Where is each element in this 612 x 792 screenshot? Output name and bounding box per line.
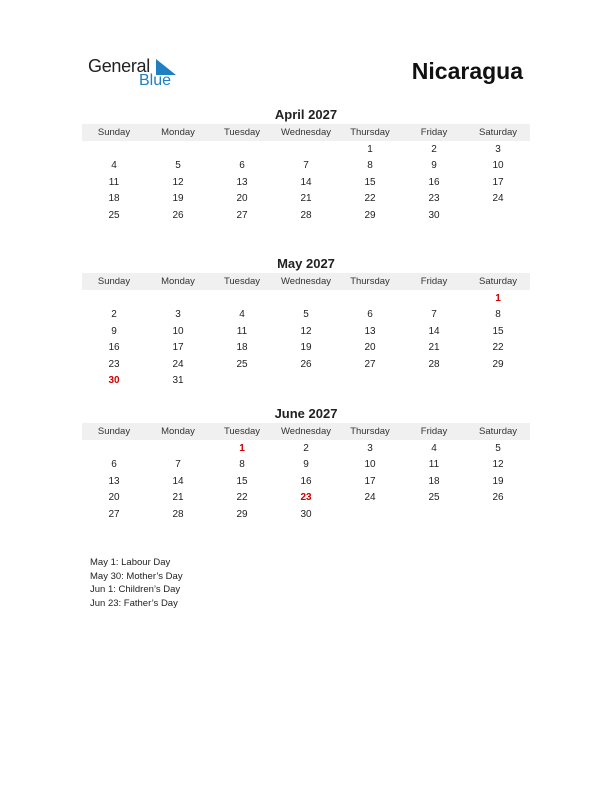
day-cell: 29 [492,358,504,370]
day-cell: 6 [239,160,245,172]
day-cell: 24 [364,492,376,504]
week-row [82,290,530,307]
day-cell: 29 [364,209,376,221]
day-cell: 5 [303,309,309,321]
day-cell: 17 [364,475,376,487]
day-cell: 11 [428,459,440,471]
day-cell: 14 [300,176,312,188]
day-cell: 28 [428,358,440,370]
holiday-list-item: Jun 1: Children’s Day [90,584,181,595]
holiday-list-item: May 1: Labour Day [90,557,171,568]
day-cell: 13 [364,325,376,337]
day-cell: 6 [367,309,373,321]
day-cell: 13 [108,475,120,487]
week-row [82,440,530,457]
holiday-day-cell: 1 [495,292,501,304]
weekday-header-row [82,423,530,440]
day-cell: 19 [172,193,184,205]
day-cell: 17 [172,342,184,354]
holiday-day-cell: 30 [108,375,120,387]
weekday-label: Thursday [350,276,390,287]
logo [88,56,188,92]
month-title: May 2027 [277,256,335,271]
weekday-label: Friday [420,127,448,138]
weekday-label: Sunday [97,426,131,437]
day-cell: 25 [236,358,248,370]
day-cell: 27 [108,508,120,520]
day-cell: 5 [495,442,501,454]
day-cell: 18 [236,342,248,354]
day-cell: 12 [492,459,504,471]
weekday-label: Monday [161,276,195,287]
day-cell: 15 [492,325,504,337]
day-cell: 28 [172,508,184,520]
week-row [82,158,530,175]
holiday-list-item: May 30: Mother’s Day [90,570,183,582]
day-cell: 12 [300,325,312,337]
day-cell: 23 [108,358,120,370]
day-cell: 16 [108,342,120,354]
holiday-day-cell: 1 [239,442,245,454]
day-cell: 7 [303,160,309,172]
day-cell: 22 [364,193,376,205]
day-cell: 25 [108,209,120,221]
day-cell: 9 [303,459,309,471]
day-cell: 14 [172,475,184,487]
holiday-list-item: Jun 23: Father’s Day [90,597,178,609]
weekday-label: Sunday [97,127,131,138]
month-may [82,256,530,389]
day-cell: 2 [303,442,309,454]
week-row [82,490,530,507]
day-cell: 21 [172,492,184,504]
day-cell: 28 [300,209,312,221]
day-cell: 13 [236,176,248,188]
day-cell: 26 [300,358,312,370]
weekday-label: Wednesday [281,127,331,138]
day-cell: 11 [108,176,120,188]
day-cell: 6 [111,459,117,471]
day-cell: 19 [492,475,504,487]
day-cell: 29 [236,508,248,520]
weekday-label: Friday [420,276,448,287]
weekday-label: Tuesday [223,426,261,437]
day-cell: 2 [431,143,437,155]
day-cell: 15 [236,475,248,487]
day-cell: 24 [492,193,504,205]
weekday-label: Thursday [350,127,390,138]
weekday-header-row [82,124,530,141]
day-cell: 9 [111,325,117,337]
weekday-label: Sunday [97,276,131,287]
weekday-label: Saturday [478,276,518,287]
day-cell: 10 [492,160,504,172]
day-cell: 8 [495,309,501,321]
day-cell: 16 [428,176,440,188]
day-cell: 27 [364,358,376,370]
week-row [82,307,530,324]
day-cell: 19 [300,342,312,354]
day-cell: 24 [172,358,184,370]
day-cell: 3 [495,143,501,155]
day-cell: 26 [492,492,504,504]
day-cell: 20 [236,193,248,205]
week-row [82,174,530,191]
week-row [82,473,530,490]
week-row [82,340,530,357]
weekday-label: Saturday [478,127,518,138]
weekday-label: Monday [161,426,195,437]
month-april [82,107,530,224]
week-row [82,356,530,373]
week-row [82,373,530,390]
weekday-label: Friday [420,426,448,437]
country-title: Nicaragua [411,58,523,84]
logo-general-text: General [88,56,150,76]
day-cell: 18 [428,475,440,487]
day-cell: 27 [236,209,248,221]
weekday-label: Saturday [478,426,518,437]
day-cell: 12 [172,176,184,188]
day-cell: 7 [431,309,437,321]
day-cell: 3 [175,309,181,321]
day-cell: 10 [172,325,184,337]
day-cell: 2 [111,309,117,321]
holiday-day-cell: 23 [300,492,312,504]
day-cell: 15 [364,176,376,188]
weekday-label: Wednesday [281,276,331,287]
week-row [82,457,530,474]
day-cell: 30 [300,508,312,520]
weekday-label: Tuesday [223,276,261,287]
day-cell: 23 [428,193,440,205]
day-cell: 20 [108,492,120,504]
day-cell: 14 [428,325,440,337]
day-cell: 8 [239,459,245,471]
weekday-label: Wednesday [281,426,331,437]
day-cell: 9 [431,160,437,172]
logo-blue-text: Blue [139,72,172,89]
day-cell: 22 [492,342,504,354]
month-title: June 2027 [274,406,338,421]
day-cell: 25 [428,492,440,504]
day-cell: 7 [175,459,181,471]
week-row [82,323,530,340]
holiday-list [90,556,183,610]
week-row [82,506,530,523]
day-cell: 5 [175,160,181,172]
day-cell: 11 [236,325,248,337]
weekday-label: Monday [161,127,195,138]
day-cell: 30 [428,209,440,221]
week-row [82,141,530,158]
week-row [82,191,530,208]
day-cell: 18 [108,193,120,205]
week-row [82,207,530,224]
day-cell: 16 [300,475,312,487]
day-cell: 3 [367,442,373,454]
day-cell: 4 [239,309,245,321]
day-cell: 21 [300,193,312,205]
day-cell: 8 [367,160,373,172]
month-june [82,406,530,523]
day-cell: 21 [428,342,440,354]
day-cell: 26 [172,209,184,221]
weekday-label: Tuesday [223,127,261,138]
weekday-label: Thursday [350,426,390,437]
day-cell: 4 [431,442,437,454]
day-cell: 4 [111,160,117,172]
weekday-header-row [82,273,530,290]
day-cell: 22 [236,492,248,504]
day-cell: 17 [492,176,504,188]
day-cell: 20 [364,342,376,354]
day-cell: 10 [364,459,376,471]
day-cell: 1 [367,143,373,155]
month-title: April 2027 [274,107,338,122]
day-cell: 31 [172,375,184,387]
